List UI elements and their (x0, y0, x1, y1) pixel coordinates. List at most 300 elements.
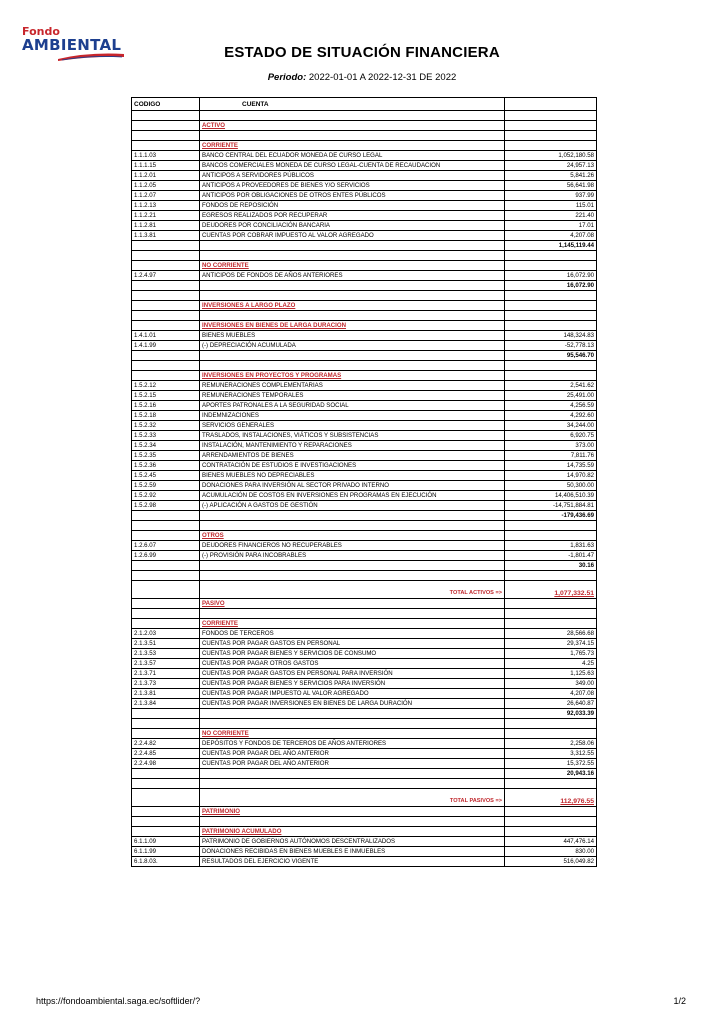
section-row (132, 261, 597, 271)
grand-total-row (132, 789, 597, 807)
account-name: CUENTAS POR PAGAR GASTOS EN PERSONAL PARA INVERSIÓN (200, 669, 505, 679)
value-cell (505, 321, 597, 331)
code-cell (132, 581, 200, 599)
account-code: 2.1.3.81 (132, 689, 200, 699)
account-name: SERVICIOS GENERALES (200, 421, 505, 431)
section-row (132, 599, 597, 609)
account-value: 34,244.00 (505, 421, 597, 431)
code-cell (132, 261, 200, 271)
account-code: 1.2.4.97 (132, 271, 200, 281)
account-value: 221.40 (505, 211, 597, 221)
account-cell (200, 111, 505, 121)
blank-row (132, 779, 597, 789)
account-name: CUENTAS POR PAGAR DEL AÑO ANTERIOR (200, 749, 505, 759)
page-title: ESTADO DE SITUACIÓN FINANCIERA (224, 44, 500, 61)
section-row (132, 141, 597, 151)
table-row (132, 461, 597, 471)
blank-row (132, 719, 597, 729)
section-row (132, 371, 597, 381)
account-code: 1.1.1.15 (132, 161, 200, 171)
section-label: NO CORRIENTE (200, 261, 505, 271)
code-cell (132, 619, 200, 629)
code-cell (132, 141, 200, 151)
table-row (132, 271, 597, 281)
account-value: 28,566.68 (505, 629, 597, 639)
account-name: BANCOS COMERCIALES MONEDA DE CURSO LEGAL-CUENTA DE RECAUDACION (200, 161, 505, 171)
code-cell (132, 817, 200, 827)
account-code: 1.1.1.03 (132, 151, 200, 161)
code-cell (132, 321, 200, 331)
value-cell (505, 301, 597, 311)
logo-line2: AMBIENTAL (22, 36, 122, 54)
account-code: 1.5.2.45 (132, 471, 200, 481)
account-name: APORTES PATRONALES A LA SEGURIDAD SOCIAL (200, 401, 505, 411)
code-cell (132, 599, 200, 609)
section-row (132, 827, 597, 837)
code-cell (132, 531, 200, 541)
account-code: 2.2.4.85 (132, 749, 200, 759)
subtotal-value: -179,436.69 (505, 511, 597, 521)
account-code: 1.5.2.12 (132, 381, 200, 391)
code-cell (132, 827, 200, 837)
table-row (132, 221, 597, 231)
header-account: CUENTA (200, 98, 505, 111)
account-value: 25,491.00 (505, 391, 597, 401)
account-value: 4.25 (505, 659, 597, 669)
account-name: (-) APLICACIÓN A GASTOS DE GESTIÓN (200, 501, 505, 511)
table-row (132, 541, 597, 551)
account-cell (200, 769, 505, 779)
code-cell (132, 311, 200, 321)
value-cell (505, 261, 597, 271)
account-name: ACUMULACIÓN DE COSTOS EN INVERSIONES EN PROGRAMAS EN EJECUCIÓN (200, 491, 505, 501)
account-name: INSTALACIÓN, MANTENIMIENTO Y REPARACIONES (200, 441, 505, 451)
account-value: 148,324.83 (505, 331, 597, 341)
account-code: 2.1.3.57 (132, 659, 200, 669)
value-cell (505, 609, 597, 619)
account-name: CUENTAS POR PAGAR OTROS GASTOS (200, 659, 505, 669)
account-name: CONTRATACIÓN DE ESTUDIOS E INVESTIGACIONES (200, 461, 505, 471)
account-value: 4,292.60 (505, 411, 597, 421)
table-row (132, 411, 597, 421)
section-row (132, 321, 597, 331)
account-code: 1.5.2.35 (132, 451, 200, 461)
account-name: BIENES MUEBLES NO DEPRECIABLES (200, 471, 505, 481)
account-code: 1.1.2.21 (132, 211, 200, 221)
account-name: PATRIMONIO DE GOBIERNOS AUTÓNOMOS DESCENTRALIZADOS (200, 837, 505, 847)
grand-total-label: TOTAL ACTIVOS => (200, 581, 505, 599)
code-cell (132, 709, 200, 719)
account-code: 1.5.2.59 (132, 481, 200, 491)
table-row (132, 759, 597, 769)
account-code: 2.1.3.84 (132, 699, 200, 709)
code-cell (132, 131, 200, 141)
account-cell (200, 251, 505, 261)
grand-total-value: 112,976.55 (505, 789, 597, 807)
account-code: 1.5.2.16 (132, 401, 200, 411)
value-cell (505, 729, 597, 739)
account-cell (200, 281, 505, 291)
code-cell (132, 111, 200, 121)
account-name: DEUDORES POR CONCILIACIÓN BANCARIA (200, 221, 505, 231)
account-cell (200, 291, 505, 301)
section-label: INVERSIONES A LARGO PLAZO (200, 301, 505, 311)
account-name: ARRENDAMIENTOS DE BIENES (200, 451, 505, 461)
account-name: CUENTAS POR COBRAR IMPUESTO AL VALOR AGREGADO (200, 231, 505, 241)
section-label: OTROS (200, 531, 505, 541)
code-cell (132, 769, 200, 779)
account-name: FONDOS DE REPOSICIÓN (200, 201, 505, 211)
section-label: NO CORRIENTE (200, 729, 505, 739)
account-name: ANTICIPOS POR OBLIGACIONES DE OTROS ENTES PÚBLICOS (200, 191, 505, 201)
table-row (132, 231, 597, 241)
section-label: PASIVO (200, 599, 505, 609)
account-value: 17.01 (505, 221, 597, 231)
account-name: CUENTAS POR PAGAR GASTOS EN PERSONAL (200, 639, 505, 649)
subtotal-row (132, 241, 597, 251)
blank-row (132, 609, 597, 619)
blank-row (132, 311, 597, 321)
subtotal-row (132, 561, 597, 571)
section-row (132, 301, 597, 311)
account-value: 2,258.06 (505, 739, 597, 749)
subtotal-value: 1,145,119.44 (505, 241, 597, 251)
account-name: FONDOS DE TERCEROS (200, 629, 505, 639)
account-value: -14,751,884.81 (505, 501, 597, 511)
header-code: CODIGO (132, 98, 200, 111)
value-cell (505, 371, 597, 381)
section-label: INVERSIONES EN BIENES DE LARGA DURACION (200, 321, 505, 331)
account-code: 2.1.3.51 (132, 639, 200, 649)
account-code: 2.1.3.53 (132, 649, 200, 659)
section-label: ACTIVO (200, 121, 505, 131)
account-value: 56,641.98 (505, 181, 597, 191)
account-cell (200, 609, 505, 619)
account-cell (200, 719, 505, 729)
table-row (132, 501, 597, 511)
section-label: CORRIENTE (200, 619, 505, 629)
period-value: 2022-01-01 A 2022-12-31 DE 2022 (308, 72, 457, 83)
blank-row (132, 521, 597, 531)
value-cell (505, 251, 597, 261)
section-label: INVERSIONES EN PROYECTOS Y PROGRAMAS (200, 371, 505, 381)
code-cell (132, 251, 200, 261)
code-cell (132, 291, 200, 301)
table-row (132, 401, 597, 411)
account-name: REMUNERACIONES TEMPORALES (200, 391, 505, 401)
account-value: 830.00 (505, 847, 597, 857)
value-cell (505, 619, 597, 629)
account-code: 1.5.2.32 (132, 421, 200, 431)
code-cell (132, 719, 200, 729)
account-value: 447,476.14 (505, 837, 597, 847)
value-cell (505, 131, 597, 141)
account-value: 516,049.82 (505, 857, 597, 867)
account-code: 6.1.1.09 (132, 837, 200, 847)
account-value: 3,312.55 (505, 749, 597, 759)
table-row (132, 639, 597, 649)
table-row (132, 699, 597, 709)
value-cell (505, 141, 597, 151)
table-row (132, 211, 597, 221)
account-value: 5,841.26 (505, 171, 597, 181)
blank-row (132, 131, 597, 141)
account-value: 24,957.13 (505, 161, 597, 171)
table-row (132, 551, 597, 561)
blank-row (132, 361, 597, 371)
code-cell (132, 301, 200, 311)
section-row (132, 619, 597, 629)
account-value: -52,778.13 (505, 341, 597, 351)
header-value (505, 98, 597, 111)
account-name: CUENTAS POR PAGAR IMPUESTO AL VALOR AGREGADO (200, 689, 505, 699)
table-row (132, 629, 597, 639)
table-row (132, 857, 597, 867)
table-row (132, 381, 597, 391)
table-row (132, 171, 597, 181)
table-row (132, 669, 597, 679)
account-code: 1.4.1.01 (132, 331, 200, 341)
value-cell (505, 817, 597, 827)
table-row (132, 441, 597, 451)
account-value: 6,920.75 (505, 431, 597, 441)
section-row (132, 531, 597, 541)
table-row (132, 161, 597, 171)
account-code: 1.1.2.13 (132, 201, 200, 211)
account-value: 373.00 (505, 441, 597, 451)
account-value: 1,831.63 (505, 541, 597, 551)
code-cell (132, 511, 200, 521)
account-name: EGRESOS REALIZADOS POR RECUPERAR (200, 211, 505, 221)
account-code: 1.1.2.07 (132, 191, 200, 201)
blank-row (132, 291, 597, 301)
table-row (132, 391, 597, 401)
account-code: 1.1.2.05 (132, 181, 200, 191)
account-value: 115.01 (505, 201, 597, 211)
account-name: CUENTAS POR PAGAR DEL AÑO ANTERIOR (200, 759, 505, 769)
code-cell (132, 241, 200, 251)
account-value: 14,735.59 (505, 461, 597, 471)
account-value: 1,125.63 (505, 669, 597, 679)
account-value: 4,256.59 (505, 401, 597, 411)
period-line (0, 72, 724, 83)
table-row (132, 847, 597, 857)
account-value: 50,300.00 (505, 481, 597, 491)
subtotal-value: 92,033.39 (505, 709, 597, 719)
table-header-row (132, 98, 597, 111)
account-value: 16,072.90 (505, 271, 597, 281)
account-value: 937.99 (505, 191, 597, 201)
account-code: 2.1.3.71 (132, 669, 200, 679)
code-cell (132, 281, 200, 291)
table-row (132, 689, 597, 699)
code-cell (132, 521, 200, 531)
blank-row (132, 571, 597, 581)
table-row (132, 451, 597, 461)
subtotal-row (132, 769, 597, 779)
code-cell (132, 121, 200, 131)
account-cell (200, 351, 505, 361)
account-value: 4,207.08 (505, 231, 597, 241)
account-name: REMUNERACIONES COMPLEMENTARIAS (200, 381, 505, 391)
account-value: -1,801.47 (505, 551, 597, 561)
table-row (132, 181, 597, 191)
table-row (132, 331, 597, 341)
account-code: 1.5.2.18 (132, 411, 200, 421)
account-code: 1.5.2.33 (132, 431, 200, 441)
section-row (132, 807, 597, 817)
table-row (132, 421, 597, 431)
account-cell (200, 131, 505, 141)
account-name: DEUDORES FINANCIEROS NO RECUPERABLES (200, 541, 505, 551)
account-name: DONACIONES PARA INVERSIÓN AL SECTOR PRIVADO INTERNO (200, 481, 505, 491)
code-cell (132, 351, 200, 361)
value-cell (505, 719, 597, 729)
value-cell (505, 599, 597, 609)
account-value: 1,765.73 (505, 649, 597, 659)
account-code: 6.1.1.99 (132, 847, 200, 857)
account-code: 1.1.3.81 (132, 231, 200, 241)
account-value: 14,406,510.39 (505, 491, 597, 501)
value-cell (505, 779, 597, 789)
blank-row (132, 817, 597, 827)
table-row (132, 739, 597, 749)
account-name: (-) PROVISIÓN PARA INCOBRABLES (200, 551, 505, 561)
account-name: BANCO CENTRAL DEL ECUADOR MONEDA DE CURSO LEGAL (200, 151, 505, 161)
account-name: (-) DEPRECIACIÓN ACUMULADA (200, 341, 505, 351)
account-code: 1.4.1.99 (132, 341, 200, 351)
table-row (132, 837, 597, 847)
account-code: 2.1.3.73 (132, 679, 200, 689)
logo-line1: Fondo (22, 25, 60, 38)
account-code: 1.5.2.92 (132, 491, 200, 501)
account-value: 7,811.76 (505, 451, 597, 461)
grand-total-label: TOTAL PASIVOS => (200, 789, 505, 807)
account-value: 29,374.15 (505, 639, 597, 649)
account-cell (200, 361, 505, 371)
code-cell (132, 779, 200, 789)
account-name: ANTICIPOS A PROVEEDORES DE BIENES Y/O SERVICIOS (200, 181, 505, 191)
code-cell (132, 729, 200, 739)
account-name: INDEMNIZACIONES (200, 411, 505, 421)
grand-total-value: 1,077,332.51 (505, 581, 597, 599)
account-name: RESULTADOS DEL EJERCICIO VIGENTE (200, 857, 505, 867)
account-value: 1,052,180.58 (505, 151, 597, 161)
table-row (132, 649, 597, 659)
footer-page-number: 1/2 (673, 996, 686, 1006)
subtotal-row (132, 351, 597, 361)
section-label: PATRIMONIO ACUMULADO (200, 827, 505, 837)
account-cell (200, 817, 505, 827)
account-name: DEPÓSITOS Y FONDOS DE TERCEROS DE AÑOS ANTERIORES (200, 739, 505, 749)
subtotal-value: 16,072.90 (505, 281, 597, 291)
account-code: 1.1.2.01 (132, 171, 200, 181)
section-label: CORRIENTE (200, 141, 505, 151)
account-cell (200, 709, 505, 719)
account-name: CUENTAS POR PAGAR INVERSIONES EN BIENES DE LARGA DURACIÓN (200, 699, 505, 709)
account-code: 2.2.4.98 (132, 759, 200, 769)
table-row (132, 679, 597, 689)
account-cell (200, 779, 505, 789)
account-name: CUENTAS POR PAGAR BIENES Y SERVICIOS DE CONSUMO (200, 649, 505, 659)
subtotal-row (132, 709, 597, 719)
subtotal-value: 20,943.16 (505, 769, 597, 779)
balance-table (131, 97, 597, 867)
code-cell (132, 371, 200, 381)
account-value: 15,372.55 (505, 759, 597, 769)
account-name: ANTICIPOS A SERVIDORES PÚBLICOS (200, 171, 505, 181)
code-cell (132, 361, 200, 371)
account-code: 6.1.8.03. (132, 857, 200, 867)
section-label: PATRIMONIO (200, 807, 505, 817)
grand-total-row (132, 581, 597, 599)
code-cell (132, 609, 200, 619)
account-cell (200, 521, 505, 531)
table-row (132, 749, 597, 759)
account-code: 1.2.6.07 (132, 541, 200, 551)
account-code: 1.1.2.81 (132, 221, 200, 231)
account-value: 2,541.62 (505, 381, 597, 391)
code-cell (132, 571, 200, 581)
value-cell (505, 827, 597, 837)
account-cell (200, 311, 505, 321)
account-cell (200, 571, 505, 581)
subtotal-value: 95,546.70 (505, 351, 597, 361)
account-code: 1.5.2.34 (132, 441, 200, 451)
footer-url: https://fondoambiental.saga.ec/softlider/? (36, 996, 201, 1006)
account-name: TRASLADOS, INSTALACIONES, VIÁTICOS Y SUBSISTENCIAS (200, 431, 505, 441)
account-code: 1.2.6.99 (132, 551, 200, 561)
account-code: 2.1.2.03 (132, 629, 200, 639)
subtotal-value: 30.16 (505, 561, 597, 571)
value-cell (505, 807, 597, 817)
value-cell (505, 111, 597, 121)
table-row (132, 191, 597, 201)
table-row (132, 341, 597, 351)
account-name: BIENES MUEBLES (200, 331, 505, 341)
code-cell (132, 807, 200, 817)
value-cell (505, 571, 597, 581)
value-cell (505, 521, 597, 531)
account-code: 1.5.2.36 (132, 461, 200, 471)
section-row (132, 121, 597, 131)
account-value: 14,970.82 (505, 471, 597, 481)
account-name: ANTICIPOS DE FONDOS DE AÑOS ANTERIORES (200, 271, 505, 281)
account-code: 1.5.2.98 (132, 501, 200, 511)
period-label: Periodo: (267, 72, 307, 83)
account-value: 4,207.08 (505, 689, 597, 699)
account-value: 349.00 (505, 679, 597, 689)
account-name: CUENTAS POR PAGAR BIENES Y SERVICIOS PARA INVERSIÓN (200, 679, 505, 689)
subtotal-row (132, 511, 597, 521)
table-row (132, 491, 597, 501)
table-row (132, 201, 597, 211)
table-row (132, 659, 597, 669)
subtotal-row (132, 281, 597, 291)
account-code: 2.2.4.82 (132, 739, 200, 749)
account-cell (200, 511, 505, 521)
table-row (132, 431, 597, 441)
value-cell (505, 121, 597, 131)
account-cell (200, 561, 505, 571)
value-cell (505, 311, 597, 321)
table-row (132, 481, 597, 491)
table-row (132, 471, 597, 481)
blank-row (132, 111, 597, 121)
blank-row (132, 251, 597, 261)
value-cell (505, 291, 597, 301)
value-cell (505, 531, 597, 541)
